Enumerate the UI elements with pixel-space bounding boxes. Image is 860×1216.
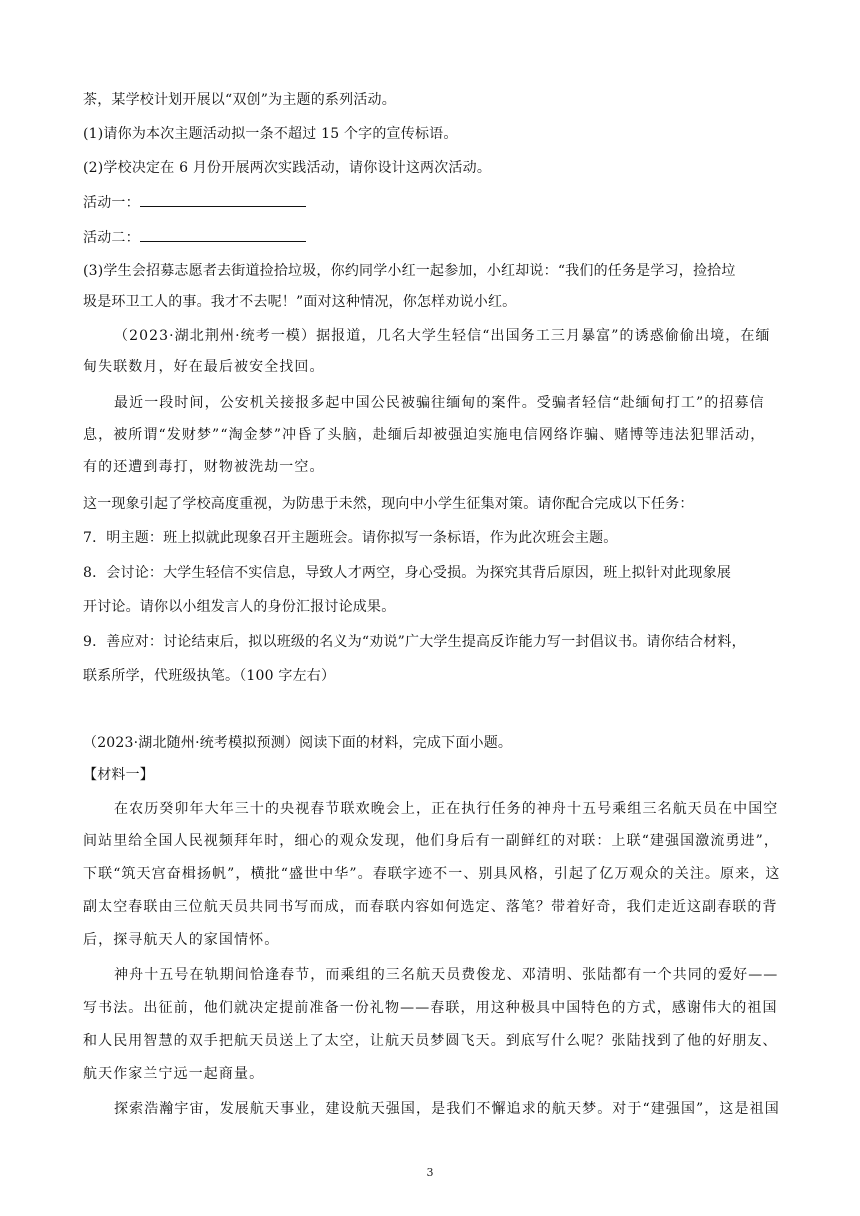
material-one-title: 【材料一】: [83, 767, 154, 783]
q6-subquestion-3-line1: (3)学生会招募志愿者去街道捡拾垃圾，你约同学小红一起参加，小红却说：“我们的任务是学习，捡拾垃: [83, 263, 736, 279]
p1-line2: 间站里给全国人民视频拜年时，细心的观众发现，他们身后有一副鲜红的对联：上联“建强国激流勇进”，: [83, 833, 780, 849]
question-9-line2: 联系所学，代班级执笔。（100 字左右）: [83, 668, 336, 684]
q6-subquestion-1: (1)请你为本次主题活动拟一条不超过 15 个字的宣传标语。: [83, 126, 458, 142]
p1-line5: 后，探寻航天人的家国情怀。: [83, 932, 280, 948]
q10-source: （2023·湖北随州·统考模拟预测）阅读下面的材料，完成下面小题。: [83, 735, 513, 751]
question-7: 7．明主题：班上拟就此现象召开主题班会。请你拟写一条标语，作为此次班会主题。: [83, 530, 618, 546]
p3-line1: 探索浩瀚宇宙，发展航天事业，建设航天强国，是我们不懈追求的航天梦。对于“建强国”，这是祖国: [114, 1101, 780, 1117]
material-line3: 有的还遭到毒打，财物被洗劫一空。: [83, 459, 325, 475]
question-8-line2: 开讨论。请你以小组发言人的身份汇报讨论成果。: [83, 599, 396, 615]
material-line2: 息，被所谓“发财梦”“淘金梦”冲昏了头脑，赴缅后却被强迫实施电信网络诈骗、赌博等违法犯罪活动，: [83, 427, 766, 443]
p1-line1: 在农历癸卯年大年三十的央视春节联欢晚会上，正在执行任务的神舟十五号乘组三名航天员在中国空: [114, 801, 779, 817]
q7-source-line1: （2023·湖北荆州·统考一模）据报道，几名大学生轻信“出国务工三月暴富”的诱惑偷偷出境，在缅: [114, 328, 771, 344]
question-9-line1: 9．善应对：讨论结束后，拟以班级的名义为“劝说”广大学生提高反诈能力写一封倡议书。请你结合材料，: [83, 634, 746, 650]
question-8-line1: 8．会讨论：大学生轻信不实信息，导致人才两空，身心受损。为探究其背后原因，班上拟针对此现象展: [83, 565, 732, 581]
activity-1-line: [83, 192, 783, 213]
activity-1-blank: [140, 192, 306, 207]
q7-source-line2: 甸失联数月，好在最后被安全找回。: [83, 359, 325, 375]
page-number: 3: [426, 1166, 434, 1179]
context-line: 这一现象引起了学校高度重视，为防患于未然，现向中小学生征集对策。请你配合完成以下任务：: [83, 496, 694, 512]
q6-subquestion-3-line2: 圾是环卫工人的事。我才不去呢！”面对这种情况，你怎样劝说小红。: [83, 294, 517, 310]
material-line1: 最近一段时间，公安机关接报多起中国公民被骗往缅甸的案件。受骗者轻信“赴缅甸打工”的招募信: [114, 395, 765, 411]
activity-2-label: 活动二：: [83, 230, 140, 246]
p1-line3: 下联“筑天宫奋楫扬帆”，横批“盛世中华”。春联字迹不一、别具风格，引起了亿万观众的关注。原来，这: [83, 866, 781, 882]
activity-1-label: 活动一：: [83, 195, 140, 211]
p2-line2: 写书法。出征前，他们就决定提前准备一份礼物——春联，用这种极具中国特色的方式，感谢伟大的祖国: [83, 1000, 778, 1016]
p2-line4: 航天作家兰宁远一起商量。: [83, 1066, 265, 1082]
p2-line1: 神舟十五号在轨期间恰逢春节，而乘组的三名航天员费俊龙、邓清明、张陆都有一个共同的爱好——: [114, 967, 779, 983]
activity-2-blank: [140, 227, 306, 242]
q6-intro-tail: 茶，某学校计划开展以“双创”为主题的系列活动。: [83, 92, 396, 108]
activity-2-line: [83, 227, 783, 248]
p1-line4: 副太空春联由三位航天员共同书写而成，而春联内容如何选定、落笔？带着好奇，我们走近这副春联的背: [83, 899, 778, 915]
q6-subquestion-2: (2)学校决定在 6 月份开展两次实践活动，请你设计这两次活动。: [83, 160, 492, 176]
p2-line3: 和人民用智慧的双手把航天员送上了太空，让航天员梦圆飞天。到底写什么呢？张陆找到了他的好朋友、: [83, 1033, 778, 1049]
